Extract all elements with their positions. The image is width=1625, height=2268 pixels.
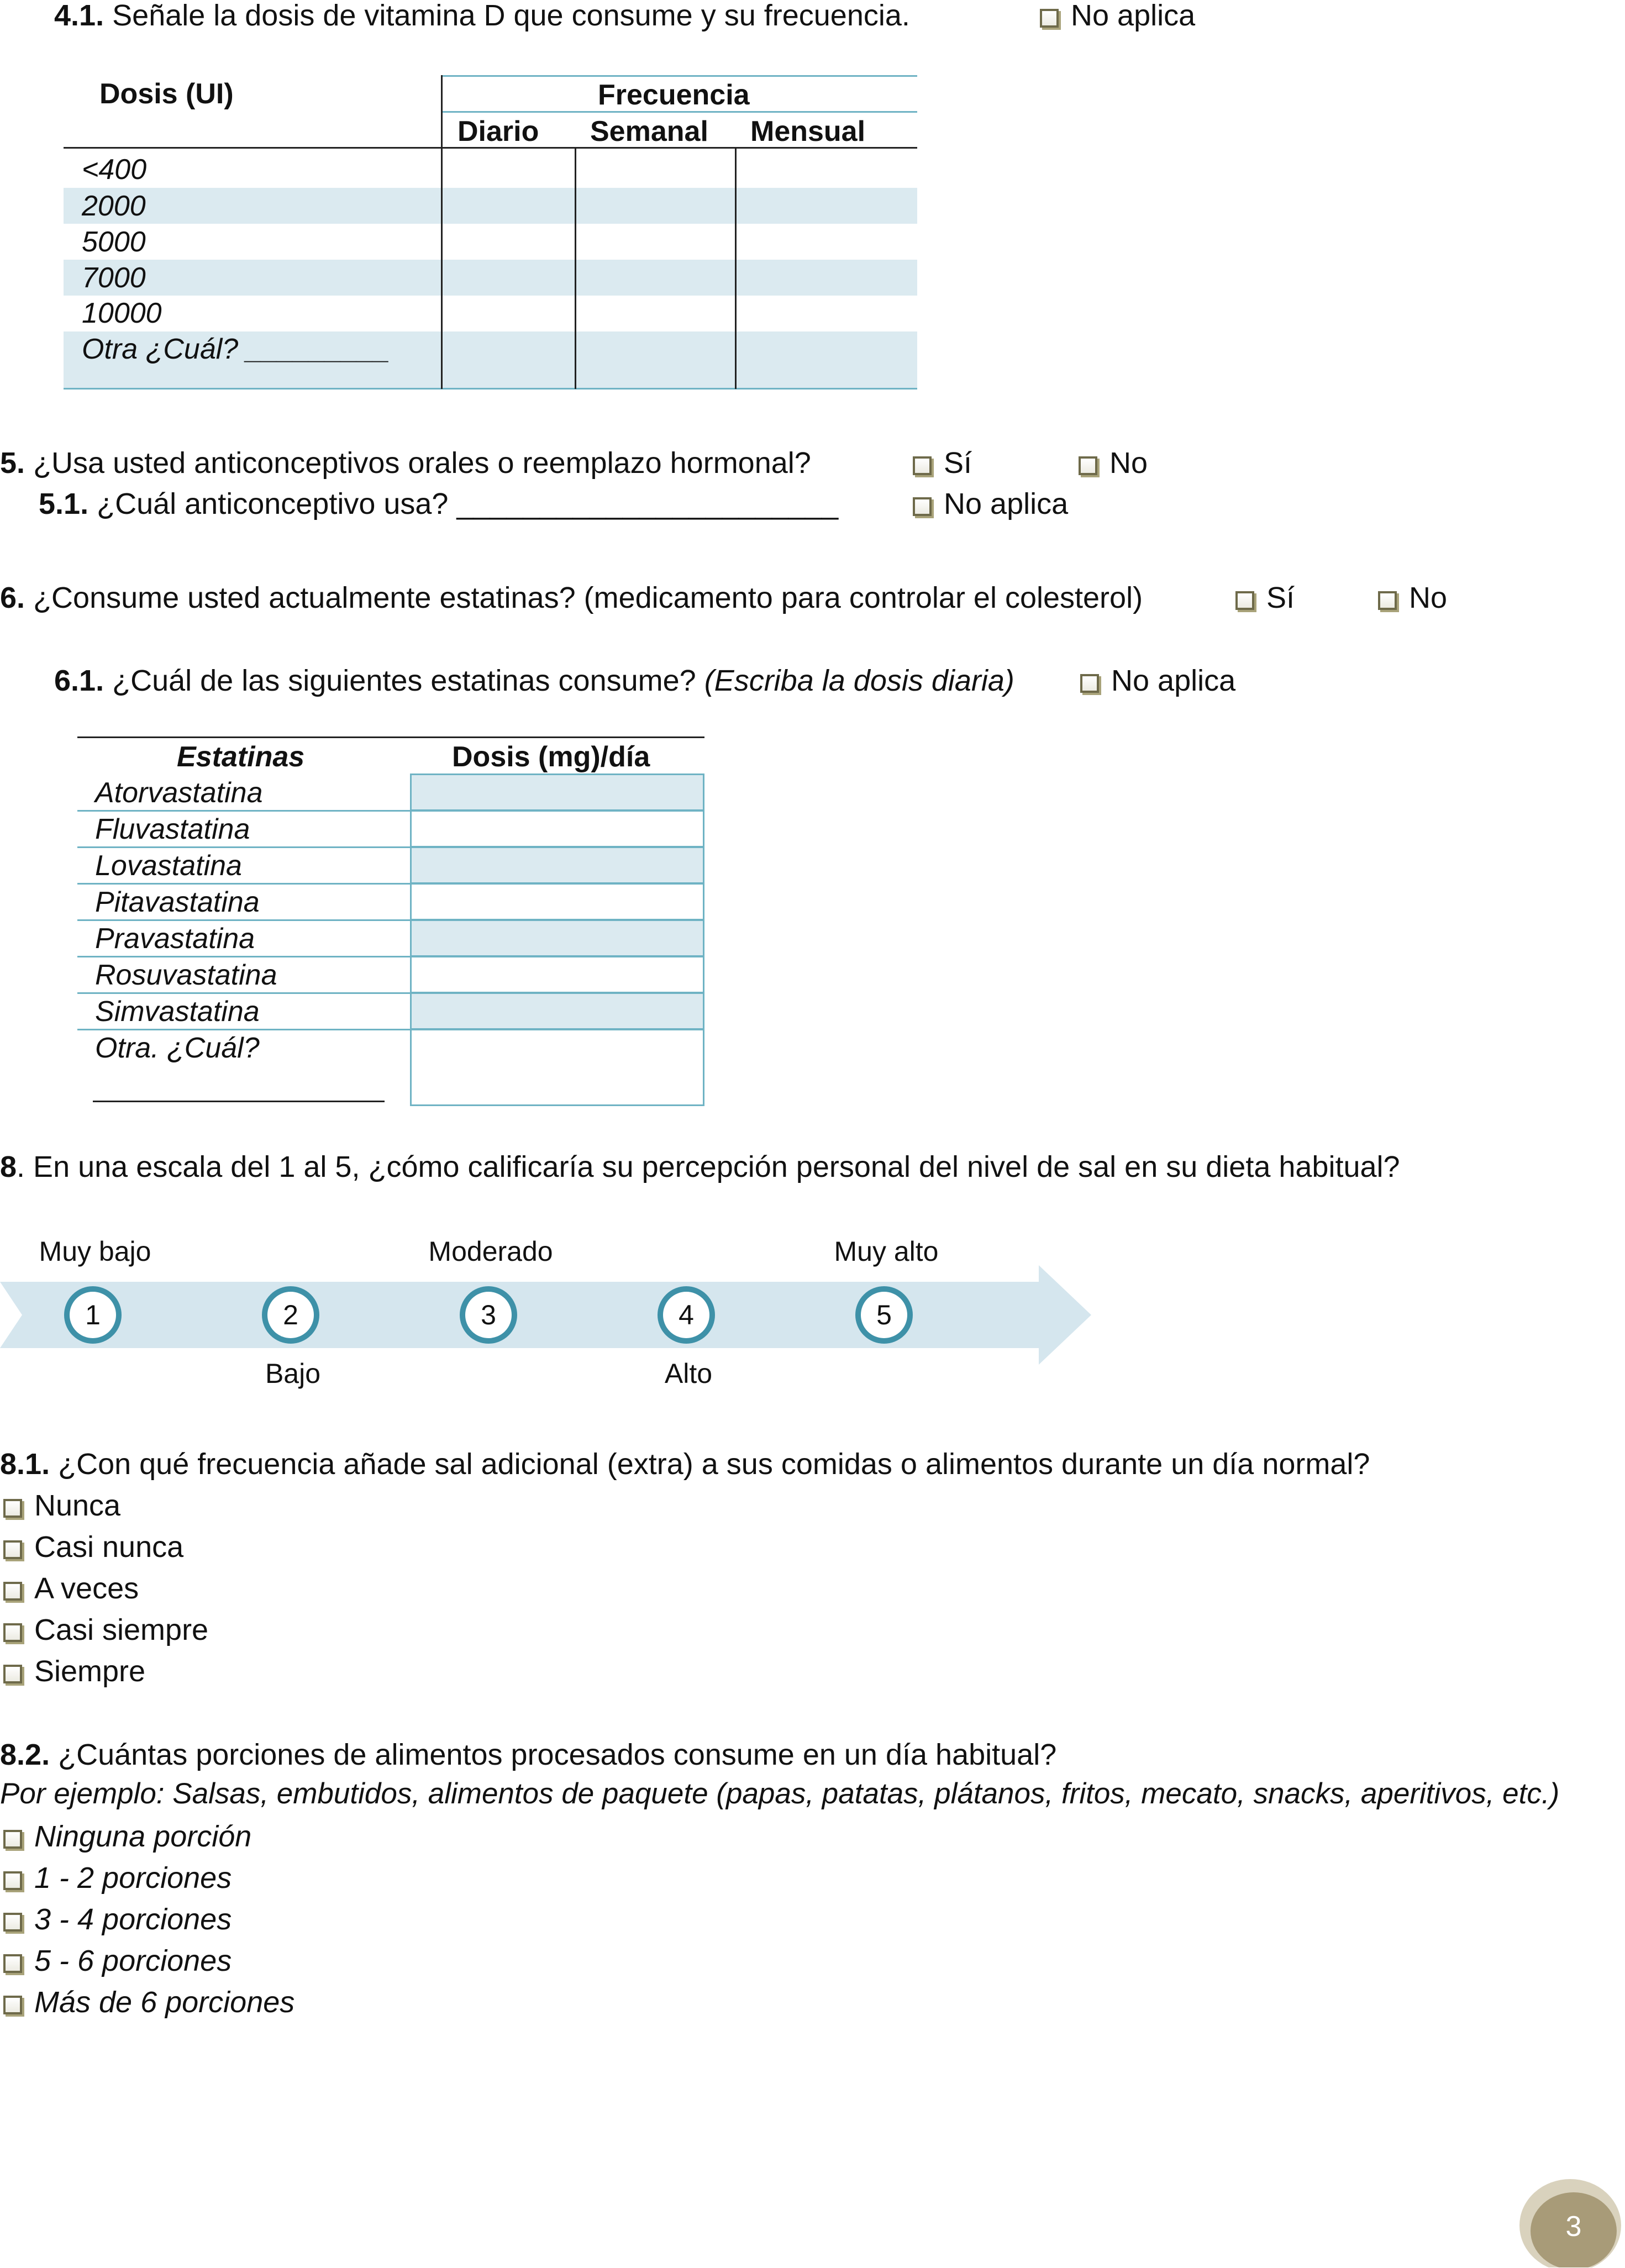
q5-no-option[interactable]: [1079, 445, 1148, 481]
checkbox-icon[interactable]: [3, 1540, 22, 1559]
question-hint: (Escriba la dosis diaria): [704, 664, 1014, 697]
question-number: 5.1.: [39, 487, 89, 520]
checkbox-icon[interactable]: [3, 1582, 22, 1601]
scale-option-4[interactable]: 4: [658, 1286, 715, 1344]
dose-input-cell[interactable]: [410, 810, 704, 848]
page-number: 3: [1565, 2211, 1582, 2243]
scale-option-3[interactable]: 3: [460, 1286, 517, 1344]
question-text: . En una escala del 1 al 5, ¿cómo calificaría su percepción personal del nivel de sal en su dieta habitual?: [17, 1150, 1400, 1183]
dose-row-label: 2000: [82, 190, 146, 222]
scale-label-muy-bajo: Muy bajo: [39, 1236, 151, 1267]
checkbox-icon[interactable]: [3, 1665, 22, 1683]
col-header-semanal: Semanal: [590, 115, 708, 148]
dose-column-header: Dosis (mg)/día: [452, 741, 650, 773]
col-header-mensual: Mensual: [750, 115, 866, 148]
question-text: ¿Cuál anticonceptivo usa? _______________________: [97, 487, 839, 520]
checkbox-icon[interactable]: [3, 1913, 22, 1932]
q6-no-option[interactable]: [1378, 580, 1447, 615]
question-5-1: [39, 486, 838, 522]
option-label: 1 - 2 porciones: [34, 1861, 232, 1895]
option-label: No: [1409, 581, 1448, 614]
option-label: Nunca: [34, 1489, 121, 1522]
checkbox-icon[interactable]: [3, 1871, 22, 1890]
dose-column-header: Dosis (UI): [99, 78, 234, 110]
scale-option-5[interactable]: 5: [855, 1286, 913, 1344]
option-label: Casi siempre: [34, 1613, 209, 1646]
q5-yes-option[interactable]: [913, 445, 972, 481]
scale-option-2[interactable]: 2: [262, 1286, 319, 1344]
question-8: [0, 1149, 1400, 1185]
checkbox-icon[interactable]: [1080, 674, 1099, 693]
option-label: Sí: [944, 446, 972, 480]
q8-1-option[interactable]: [3, 1654, 145, 1689]
checkbox-icon[interactable]: [1235, 591, 1254, 610]
question-text: ¿Consume usted actualmente estatinas? (medicamento para controlar el colesterol): [33, 581, 1143, 614]
scale-label-alto: Alto: [664, 1358, 713, 1389]
question-number: 8: [0, 1150, 17, 1183]
option-label: Ninguna porción: [34, 1820, 252, 1853]
question-number: 8.2.: [0, 1738, 50, 1771]
scale-label-bajo: Bajo: [265, 1358, 321, 1389]
option-label: Más de 6 porciones: [34, 1986, 295, 2019]
dose-row-label: 5000: [82, 226, 146, 258]
option-label: No aplica: [944, 487, 1069, 520]
checkbox-icon[interactable]: [913, 456, 932, 475]
q8-2-option[interactable]: [3, 1985, 295, 2020]
q8-2-option[interactable]: [3, 1819, 251, 1854]
option-label: 5 - 6 porciones: [34, 1944, 232, 1977]
question-8-1: [0, 1446, 1370, 1482]
question-6-1: [54, 663, 1014, 698]
checkbox-icon[interactable]: [1079, 456, 1097, 475]
option-label: Siempre: [34, 1655, 146, 1688]
checkbox-icon[interactable]: [3, 1954, 22, 1973]
question-text: ¿Con qué frecuencia añade sal adicional (extra) a sus comidas o alimentos durante un día normal?: [58, 1448, 1370, 1481]
checkbox-icon[interactable]: [3, 1499, 22, 1518]
statin-name: Atorvastatina: [95, 777, 263, 809]
dose-input-cell[interactable]: [410, 846, 704, 884]
col-header-diario: Diario: [457, 115, 539, 148]
q8-1-option[interactable]: [3, 1529, 183, 1565]
option-label: 3 - 4 porciones: [34, 1903, 232, 1936]
checkbox-icon[interactable]: [913, 497, 932, 516]
question-number: 8.1.: [0, 1448, 50, 1481]
q8-2-option[interactable]: [3, 1943, 232, 1978]
statin-name: Pravastatina: [95, 923, 255, 955]
statin-name: Rosuvastatina: [95, 959, 277, 991]
statin-name: Pitavastatina: [95, 886, 260, 918]
statin-name: Fluvastatina: [95, 813, 250, 845]
option-label: No: [1109, 446, 1148, 480]
question-text: ¿Cuál de las siguientes estatinas consume?: [112, 664, 696, 697]
question-text: ¿Usa usted anticonceptivos orales o reemplazo hormonal?: [33, 446, 811, 480]
checkbox-icon[interactable]: [3, 1996, 22, 2014]
dose-row-label: <400: [82, 154, 147, 186]
q4-1-not-applicable-option[interactable]: [1040, 0, 1195, 33]
checkbox-icon[interactable]: [1040, 9, 1059, 28]
page-number-badge: [1513, 2170, 1621, 2267]
dose-input-cell[interactable]: [410, 919, 704, 957]
dose-input-cell[interactable]: [410, 992, 704, 1030]
option-label: No aplica: [1111, 664, 1236, 697]
statin-name-other: Otra. ¿Cuál?: [95, 1032, 260, 1064]
dose-row-label-other: Otra ¿Cuál? _________: [82, 333, 390, 365]
dose-input-cell[interactable]: [410, 883, 704, 920]
dose-row-label: 10000: [82, 297, 162, 329]
scale-label-muy-alto: Muy alto: [834, 1236, 939, 1267]
checkbox-icon[interactable]: [1378, 591, 1397, 610]
q8-1-option[interactable]: [3, 1612, 208, 1648]
statins-column-header: Estatinas: [177, 741, 305, 773]
option-label: No aplica: [1071, 0, 1196, 32]
other-statin-blank-line: [93, 1101, 385, 1102]
question-example: Por ejemplo: Salsas, embutidos, alimentos de paquete (papas, patatas, plátanos, fritos, mecato, snacks, aperitivos, etc.): [0, 1777, 1560, 1810]
frequency-header: Frecuencia: [598, 79, 750, 111]
question-text: Señale la dosis de vitamina D que consume y su frecuencia.: [112, 0, 910, 32]
dose-input-cell[interactable]: [410, 1029, 704, 1106]
question-text: ¿Cuántas porciones de alimentos procesados consume en un día habitual?: [58, 1738, 1057, 1771]
q6-1-not-applicable-option[interactable]: [1080, 663, 1235, 698]
scale-label-moderado: Moderado: [428, 1236, 553, 1267]
dose-row-label: 7000: [82, 262, 146, 294]
q8-2-option[interactable]: [3, 1902, 232, 1937]
question-number: 6.: [0, 581, 25, 614]
q5-1-not-applicable-option[interactable]: [913, 486, 1068, 522]
dose-input-cell[interactable]: [410, 773, 704, 811]
statin-name: Simvastatina: [95, 996, 260, 1028]
q8-2-option[interactable]: [3, 1860, 232, 1896]
option-label: A veces: [34, 1572, 139, 1605]
question-5: [0, 445, 811, 481]
question-number: 6.1.: [54, 664, 104, 697]
scale-arrow: [0, 1260, 1105, 1370]
question-8-2: [0, 1737, 1056, 1772]
statin-name: Lovastatina: [95, 850, 242, 882]
question-4-1: [54, 0, 910, 33]
question-number: 5.: [0, 446, 25, 480]
q8-1-option[interactable]: [3, 1488, 120, 1523]
checkbox-icon[interactable]: [3, 1830, 22, 1849]
dose-input-cell[interactable]: [410, 956, 704, 993]
scale-option-1[interactable]: 1: [64, 1286, 122, 1344]
q6-yes-option[interactable]: [1235, 580, 1295, 615]
checkbox-icon[interactable]: [3, 1623, 22, 1642]
option-label: Casi nunca: [34, 1530, 184, 1564]
question-number: 4.1.: [54, 0, 104, 32]
option-label: Sí: [1266, 581, 1295, 614]
q8-1-option[interactable]: [3, 1571, 139, 1606]
question-6: [0, 580, 1143, 615]
